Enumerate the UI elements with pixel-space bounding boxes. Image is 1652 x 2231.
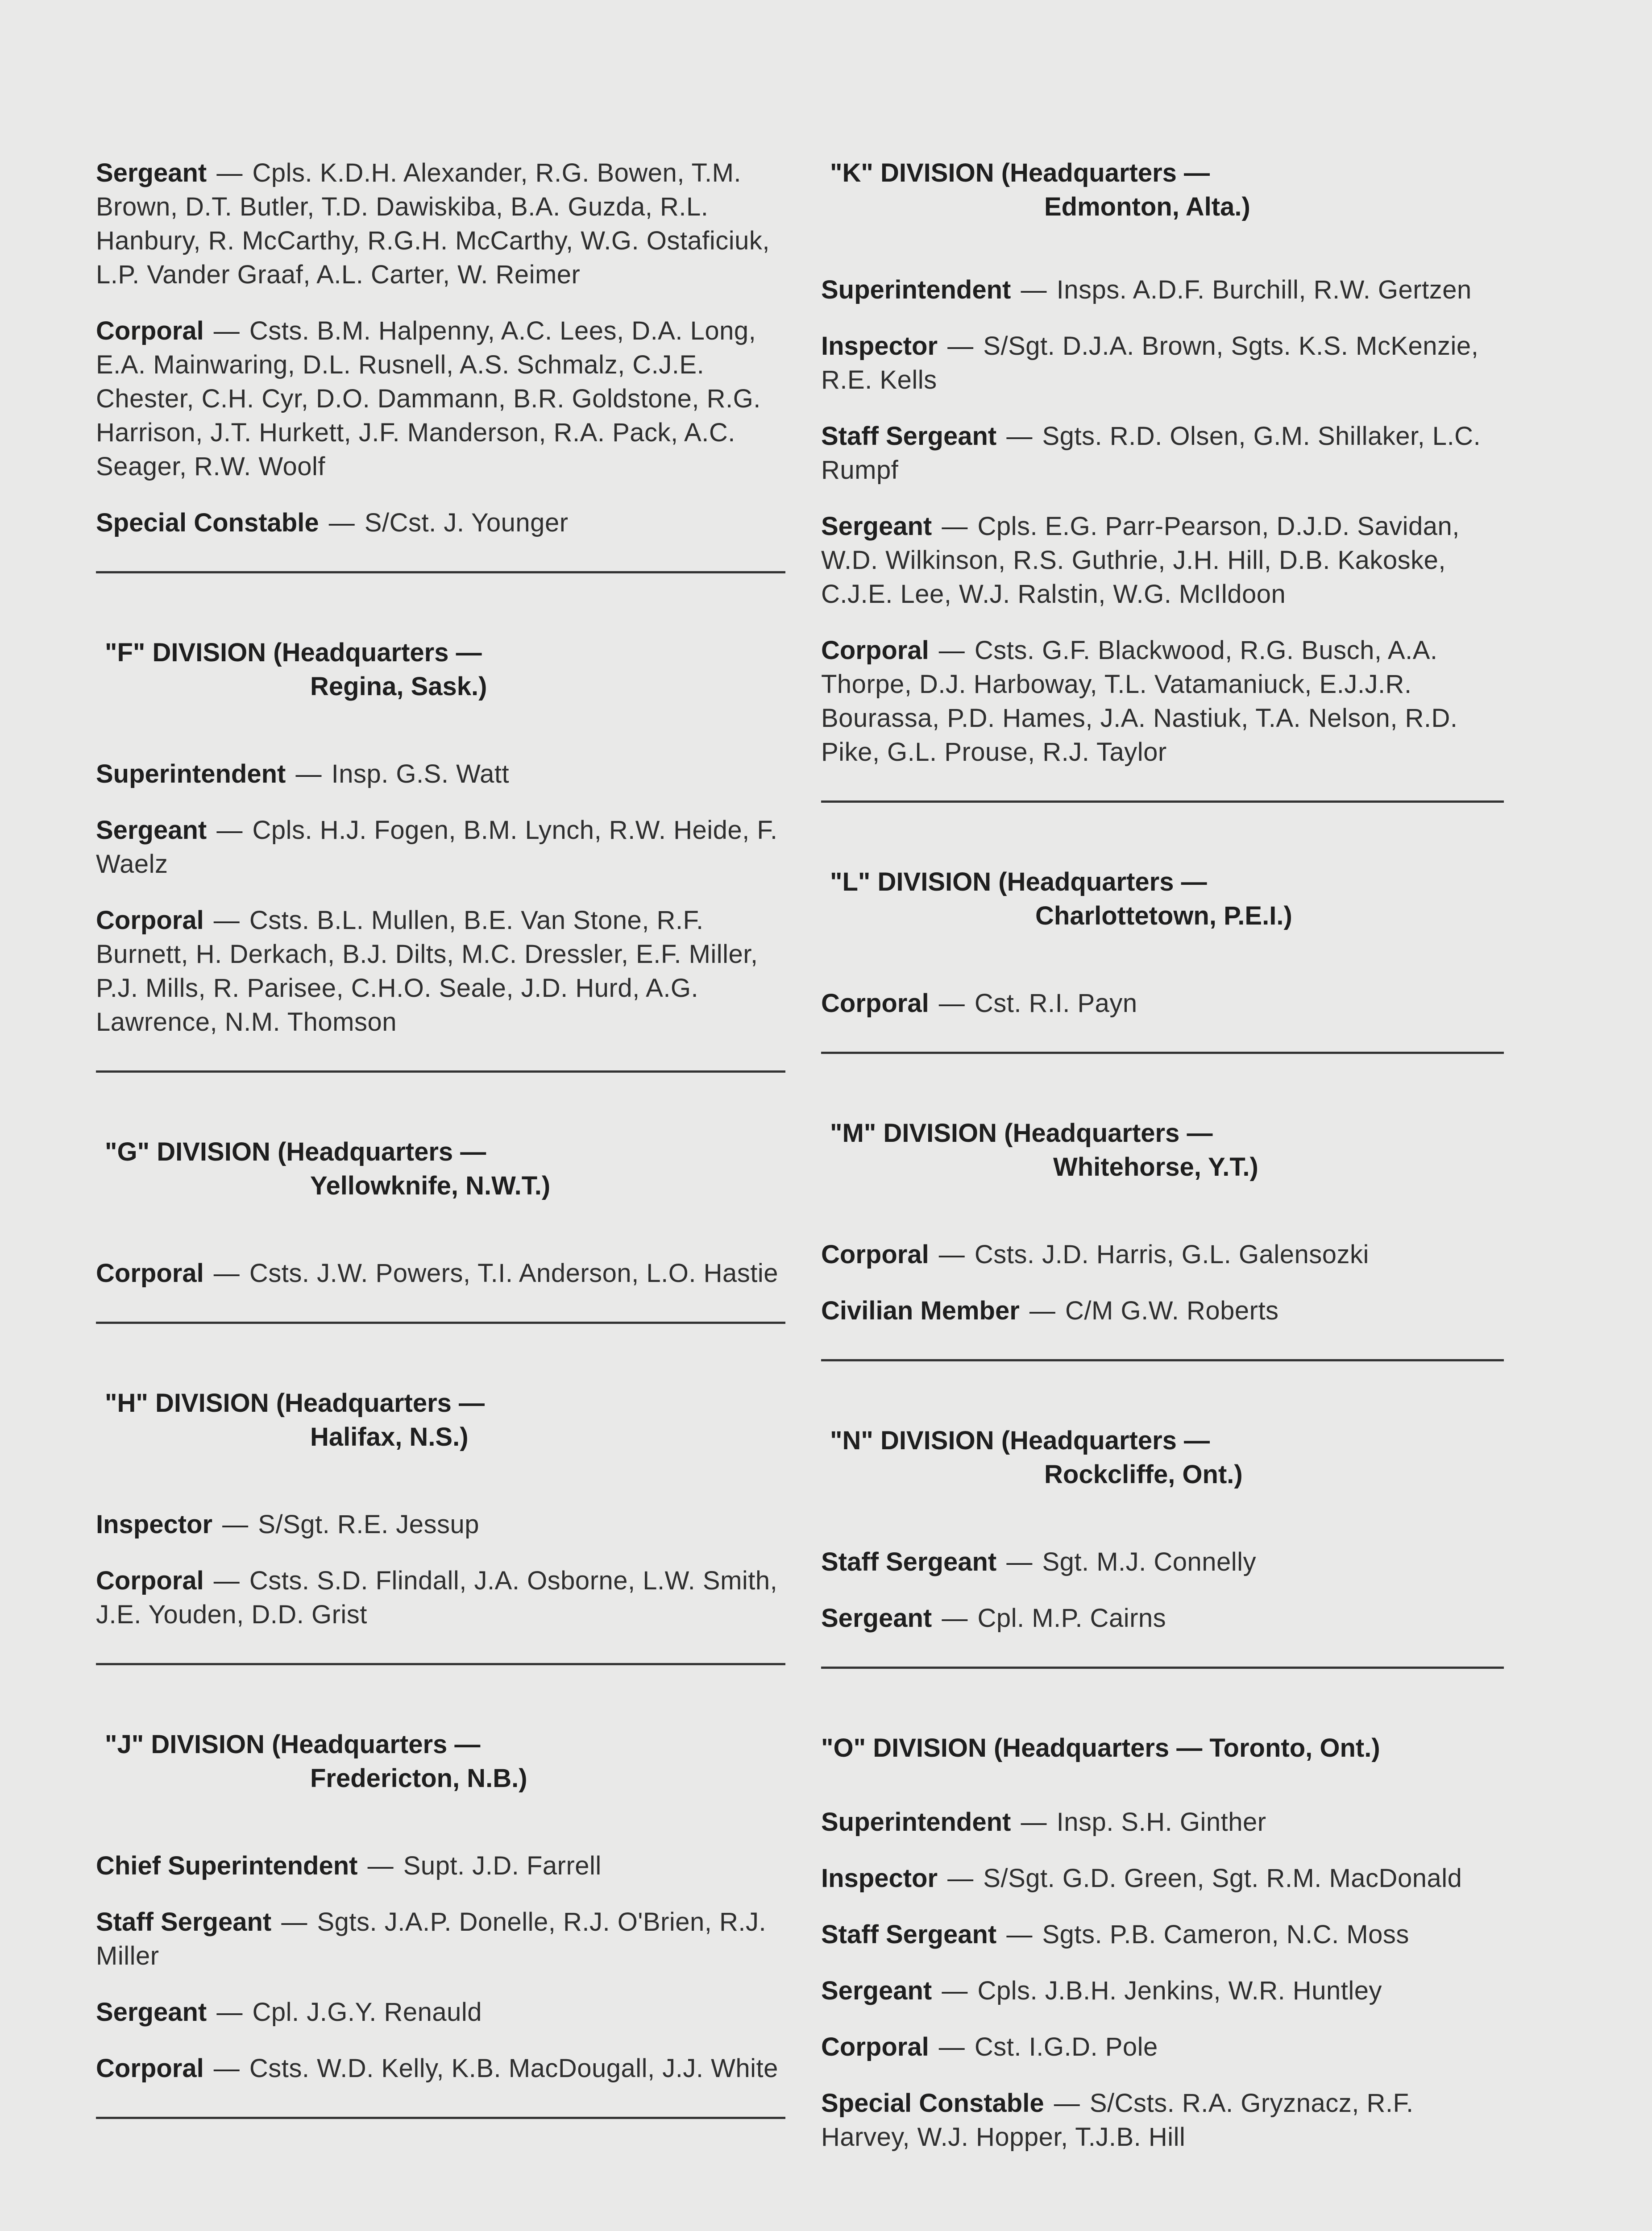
division-heading-h [96, 1386, 785, 1454]
division-heading-g [96, 1135, 785, 1203]
member-names: Insp. S.H. Ginther [1056, 1808, 1266, 1837]
em-dash: — [206, 316, 247, 345]
member-names: Cpl. J.G.Y. Renauld [252, 1998, 482, 2027]
promotion-entry [821, 1601, 1504, 1635]
em-dash: — [209, 158, 250, 187]
member-names: Cst. R.I. Payn [974, 989, 1137, 1018]
rank-label: Inspector [821, 1864, 938, 1893]
section-divider [96, 1322, 785, 1324]
promotion-entry [96, 156, 785, 292]
section-divider [96, 2117, 785, 2119]
division-heading-line1: "O" DIVISION (Headquarters — Toronto, Ont.) [821, 1733, 1380, 1762]
em-dash: — [206, 1259, 247, 1288]
em-dash: — [1046, 2089, 1087, 2118]
member-names: Csts. B.M. Halpenny, A.C. Lees, D.A. Long, E.A. Mainwaring, D.L. Rusnell, A.S. Schmalz, C.J.E. Chester, C.H. Cyr, D.O. Dammann, B.R. Goldstone, R.G. Harrison, J.T. Hurkett, J.F. Manderson, R.A. Pack, A.C. Seager, R.W. Woolf [96, 316, 761, 481]
em-dash: — [206, 2054, 247, 2083]
division-heading-m [821, 1116, 1504, 1184]
section-divider [821, 1359, 1504, 1361]
rank-label: Special Constable [96, 508, 319, 537]
em-dash: — [1013, 275, 1054, 304]
division-heading-line1: "H" DIVISION (Headquarters — [105, 1389, 485, 1418]
promotion-entry [96, 757, 785, 791]
division-heading-n [821, 1424, 1504, 1492]
member-names: Cpls. H.J. Fogen, B.M. Lynch, R.W. Heide, F. Waelz [96, 816, 778, 879]
rank-label: Staff Sergeant [96, 1908, 272, 1937]
section-divider [821, 800, 1504, 803]
em-dash: — [931, 1240, 972, 1269]
member-names: Cpl. M.P. Cairns [977, 1604, 1166, 1633]
rank-label: Corporal [96, 1259, 204, 1288]
member-names: Sgts. R.D. Olsen, G.M. Shillaker, L.C. Rumpf [821, 422, 1481, 485]
em-dash: — [321, 508, 362, 537]
em-dash: — [1022, 1296, 1063, 1325]
em-dash: — [934, 1604, 975, 1633]
promotion-entry [96, 1564, 785, 1632]
em-dash: — [999, 1920, 1040, 1949]
promotion-entry [96, 1995, 785, 2029]
promotion-entry [821, 2030, 1504, 2064]
division-heading-line2: Halifax, N.S.) [310, 1422, 469, 1451]
rank-label: Inspector [821, 332, 938, 361]
rank-label: Corporal [821, 2032, 929, 2061]
member-names: Sgts. J.A.P. Donelle, R.J. O'Brien, R.J. Miller [96, 1908, 767, 1970]
division-heading-line1: "M" DIVISION (Headquarters — [830, 1119, 1213, 1148]
em-dash: — [999, 422, 1040, 451]
member-names: C/M G.W. Roberts [1065, 1296, 1279, 1325]
member-names: S/Sgt. R.E. Jessup [258, 1510, 480, 1539]
em-dash: — [940, 332, 981, 361]
promotion-entry [96, 2052, 785, 2086]
promotion-entry [821, 1918, 1504, 1952]
rank-label: Staff Sergeant [821, 1920, 997, 1949]
promotion-entry [821, 1294, 1504, 1328]
rank-label: Chief Superintendent [96, 1851, 358, 1880]
em-dash: — [206, 906, 247, 935]
section-divider [821, 1667, 1504, 1669]
promotion-entry [821, 329, 1504, 397]
division-heading-f [96, 636, 785, 704]
em-dash: — [931, 989, 972, 1018]
rank-label: Corporal [821, 1240, 929, 1269]
promotion-entry [96, 813, 785, 881]
em-dash: — [215, 1510, 256, 1539]
member-names: Insp. G.S. Watt [331, 759, 510, 788]
rank-label: Inspector [96, 1510, 213, 1539]
division-heading-line2: Rockcliffe, Ont.) [1044, 1460, 1243, 1489]
section-divider [96, 1070, 785, 1073]
promotion-entry [821, 510, 1504, 611]
em-dash: — [1013, 1808, 1054, 1837]
promotion-entry [821, 273, 1504, 307]
member-names: Csts. S.D. Flindall, J.A. Osborne, L.W. Smith, J.E. Youden, D.D. Grist [96, 1566, 778, 1629]
member-names: Cpls. E.G. Parr-Pearson, D.J.D. Savidan, W.D. Wilkinson, R.S. Guthrie, J.H. Hill, D.B. Kakoske, C.J.E. Lee, W.J. Ralstin, W.G. McIldoon [821, 512, 1460, 609]
rank-label: Corporal [96, 2054, 204, 2083]
division-heading-line1: "L" DIVISION (Headquarters — [830, 867, 1207, 896]
member-names: Cpls. J.B.H. Jenkins, W.R. Huntley [977, 1976, 1382, 2005]
promotion-entry [96, 314, 785, 484]
member-names: S/Cst. J. Younger [364, 508, 569, 537]
division-heading-line1: "N" DIVISION (Headquarters — [830, 1426, 1210, 1455]
rank-label: Staff Sergeant [821, 1547, 997, 1576]
em-dash: — [360, 1851, 401, 1880]
member-names: Csts. J.D. Harris, G.L. Galensozki [974, 1240, 1369, 1269]
em-dash: — [209, 1998, 250, 2027]
member-names: Csts. J.W. Powers, T.I. Anderson, L.O. Hastie [249, 1259, 778, 1288]
promotion-entry [96, 1849, 785, 1883]
right-column [821, 156, 1504, 2177]
member-names: S/Csts. R.A. Gryznacz, R.F. Harvey, W.J. Hopper, T.J.B. Hill [821, 2089, 1414, 2152]
em-dash: — [934, 512, 975, 541]
division-heading-line1: "K" DIVISION (Headquarters — [830, 158, 1210, 187]
division-heading-o [821, 1731, 1504, 1765]
member-names: Sgt. M.J. Connelly [1042, 1547, 1257, 1576]
member-names: S/Sgt. G.D. Green, Sgt. R.M. MacDonald [983, 1864, 1462, 1893]
rank-label: Superintendent [821, 275, 1011, 304]
rank-label: Corporal [821, 989, 929, 1018]
rank-label: Sergeant [96, 158, 207, 187]
member-names: S/Sgt. D.J.A. Brown, Sgts. K.S. McKenzie, R.E. Kells [821, 332, 1479, 394]
promotion-entry [821, 1238, 1504, 1272]
promotion-entry [96, 904, 785, 1039]
division-heading-j [96, 1728, 785, 1796]
rank-label: Corporal [96, 1566, 204, 1595]
em-dash: — [209, 816, 250, 845]
promotion-entry [96, 506, 785, 540]
em-dash: — [206, 1566, 247, 1595]
division-heading-line2: Fredericton, N.B.) [310, 1764, 527, 1793]
left-column [96, 156, 785, 2181]
rank-label: Superintendent [821, 1808, 1011, 1837]
division-heading-line1: "F" DIVISION (Headquarters — [105, 638, 482, 667]
member-names: Insps. A.D.F. Burchill, R.W. Gertzen [1056, 275, 1472, 304]
promotion-entry [821, 1862, 1504, 1895]
rank-label: Corporal [96, 316, 204, 345]
member-names: Csts. W.D. Kelly, K.B. MacDougall, J.J. White [249, 2054, 778, 2083]
promotion-entry [821, 2086, 1504, 2154]
rank-label: Sergeant [821, 1976, 932, 2005]
section-divider [96, 1663, 785, 1665]
rank-label: Sergeant [821, 512, 932, 541]
member-names: Cst. I.G.D. Pole [974, 2032, 1158, 2061]
member-names: Csts. B.L. Mullen, B.E. Van Stone, R.F. Burnett, H. Derkach, B.J. Dilts, M.C. Dressler, E.F. Miller, P.J. Mills, R. Parisee, C.H.O. Seale, J.D. Hurd, A.G. Lawrence, N.M. Thomson [96, 906, 758, 1037]
rank-label: Sergeant [96, 816, 207, 845]
rank-label: Superintendent [96, 759, 286, 788]
rank-label: Corporal [821, 636, 929, 665]
promotion-entry [96, 1508, 785, 1542]
rank-label: Corporal [96, 906, 204, 935]
em-dash: — [931, 636, 972, 665]
rank-label: Special Constable [821, 2089, 1044, 2118]
division-heading-line1: "G" DIVISION (Headquarters — [105, 1137, 486, 1166]
em-dash: — [934, 1976, 975, 2005]
division-heading-line2: Edmonton, Alta.) [1044, 192, 1250, 221]
member-names: Cpls. K.D.H. Alexander, R.G. Bowen, T.M. Brown, D.T. Butler, T.D. Dawiskiba, B.A. Guzda, R.L. Hanbury, R. McCarthy, R.G.H. McCarthy, W.G. Ostaficiuk, L.P. Vander Graaf, A.L. Carter, W. Reimer [96, 158, 770, 289]
promotion-entry [821, 634, 1504, 769]
em-dash: — [940, 1864, 981, 1893]
promotion-entry [96, 1256, 785, 1290]
promotion-entry [821, 1974, 1504, 2008]
promotion-entry [821, 987, 1504, 1020]
division-heading-line2: Regina, Sask.) [310, 672, 487, 701]
rank-label: Sergeant [821, 1604, 932, 1633]
rank-label: Staff Sergeant [821, 422, 997, 451]
promotion-entry [821, 419, 1504, 487]
em-dash: — [931, 2032, 972, 2061]
division-heading-line2: Whitehorse, Y.T.) [1053, 1153, 1258, 1182]
division-heading-line2: Charlottetown, P.E.I.) [1035, 901, 1292, 930]
section-divider [821, 1052, 1504, 1054]
section-divider [96, 571, 785, 573]
promotion-entry [96, 1905, 785, 1973]
member-names: Csts. G.F. Blackwood, R.G. Busch, A.A. Thorpe, D.J. Harboway, T.L. Vatamaniuck, E.J.J.R. Bourassa, P.D. Hames, J.A. Nastiuk, T.A. Nelson, R.D. Pike, G.L. Prouse, R.J. Taylor [821, 636, 1458, 767]
division-heading-l [821, 865, 1504, 933]
em-dash: — [274, 1908, 315, 1937]
member-names: Sgts. P.B. Cameron, N.C. Moss [1042, 1920, 1409, 1949]
rank-label: Civilian Member [821, 1296, 1020, 1325]
member-names: Supt. J.D. Farrell [403, 1851, 602, 1880]
division-heading-k [821, 156, 1504, 224]
em-dash: — [999, 1547, 1040, 1576]
division-heading-line2: Yellowknife, N.W.T.) [310, 1171, 551, 1200]
rank-label: Sergeant [96, 1998, 207, 2027]
promotion-entry [821, 1545, 1504, 1579]
em-dash: — [288, 759, 329, 788]
division-heading-line1: "J" DIVISION (Headquarters — [105, 1730, 481, 1759]
promotion-entry [821, 1805, 1504, 1839]
